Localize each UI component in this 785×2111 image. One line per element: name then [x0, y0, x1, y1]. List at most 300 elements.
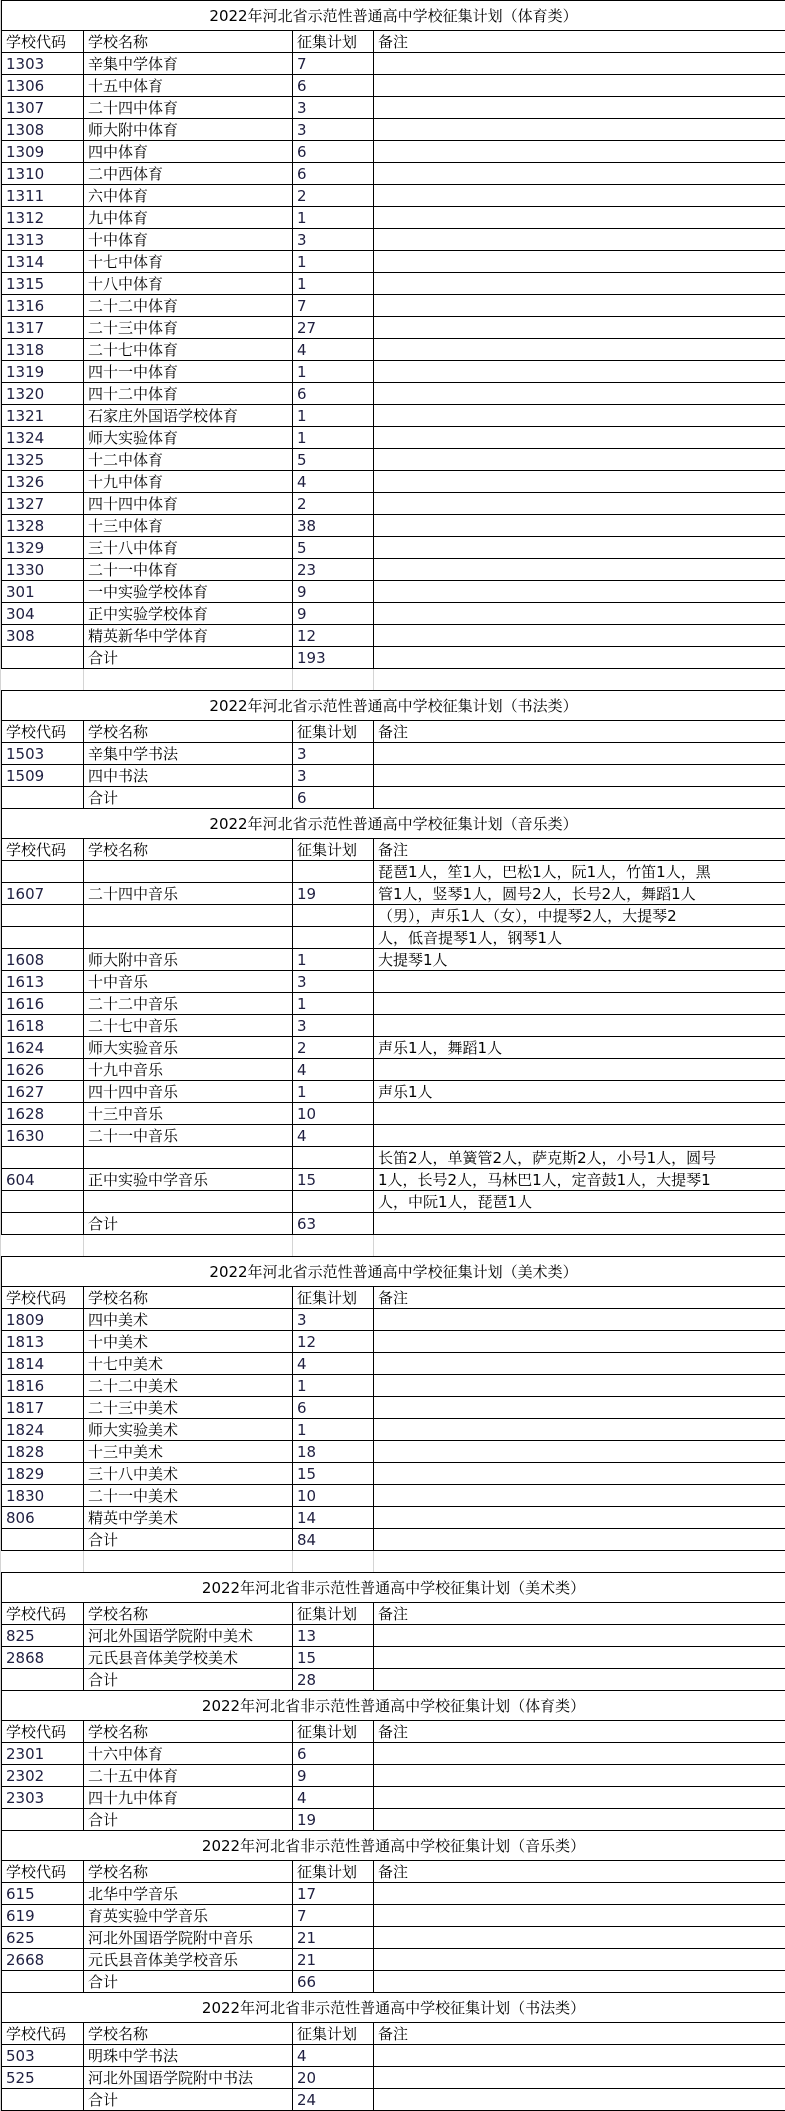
- remark-cell[interactable]: [374, 163, 785, 185]
- plan-count-cell[interactable]: 4: [293, 339, 374, 361]
- plan-count-cell[interactable]: 23: [293, 559, 374, 581]
- school-name-cell[interactable]: 二十一中美术: [84, 1485, 293, 1507]
- total-label[interactable]: 合计: [84, 2089, 293, 2111]
- plan-count-cell[interactable]: 1: [293, 207, 374, 229]
- plan-count-cell[interactable]: 2: [293, 493, 374, 515]
- remark-cell[interactable]: [374, 743, 785, 765]
- remark-cell[interactable]: [374, 53, 785, 75]
- school-code-cell[interactable]: 1509: [2, 765, 84, 787]
- plan-count-cell[interactable]: 1: [293, 993, 374, 1015]
- school-code-cell[interactable]: 1314: [2, 251, 84, 273]
- remark-cell[interactable]: [374, 119, 785, 141]
- school-name-cell[interactable]: 十九中体育: [84, 471, 293, 493]
- school-name-cell[interactable]: 四十九中体育: [84, 1787, 293, 1809]
- empty-cell[interactable]: [374, 1551, 785, 1573]
- school-name-cell[interactable]: 二十七中音乐: [84, 1015, 293, 1037]
- plan-count-cell[interactable]: 12: [293, 625, 374, 647]
- remark-cell[interactable]: [374, 97, 785, 119]
- plan-count-cell[interactable]: 3: [293, 765, 374, 787]
- school-code-cell[interactable]: 1317: [2, 317, 84, 339]
- empty-cell[interactable]: [84, 1235, 293, 1257]
- school-name-cell[interactable]: [84, 861, 293, 883]
- empty-cell[interactable]: [374, 1235, 785, 1257]
- school-name-cell[interactable]: 二十一中体育: [84, 559, 293, 581]
- remark-cell[interactable]: [374, 1441, 785, 1463]
- remark-cell[interactable]: [374, 273, 785, 295]
- total-label[interactable]: 合计: [84, 787, 293, 809]
- plan-count-cell[interactable]: [293, 905, 374, 927]
- school-code-cell[interactable]: 1307: [2, 97, 84, 119]
- plan-count-cell[interactable]: 3: [293, 1309, 374, 1331]
- remark-cell[interactable]: [374, 581, 785, 603]
- plan-count-cell[interactable]: [293, 861, 374, 883]
- remark-cell[interactable]: [374, 1647, 785, 1669]
- school-name-cell[interactable]: 四十四中体育: [84, 493, 293, 515]
- school-name-cell[interactable]: 二十三中美术: [84, 1397, 293, 1419]
- remark-cell[interactable]: [374, 1809, 785, 1831]
- plan-count-cell[interactable]: 3: [293, 119, 374, 141]
- school-code-cell[interactable]: 1313: [2, 229, 84, 251]
- empty-cell[interactable]: [2, 669, 84, 691]
- school-code-cell[interactable]: 503: [2, 2045, 84, 2067]
- remark-cell[interactable]: 1人，长号2人，马林巴1人，定音鼓1人，大提琴1: [374, 1169, 785, 1191]
- school-name-cell[interactable]: 十九中音乐: [84, 1059, 293, 1081]
- remark-cell[interactable]: [374, 515, 785, 537]
- school-name-cell[interactable]: 十七中美术: [84, 1353, 293, 1375]
- school-name-cell[interactable]: 师大实验音乐: [84, 1037, 293, 1059]
- remark-cell[interactable]: [374, 471, 785, 493]
- school-name-cell[interactable]: 二中西体育: [84, 163, 293, 185]
- school-code-cell[interactable]: 1325: [2, 449, 84, 471]
- remark-cell[interactable]: [374, 185, 785, 207]
- school-name-cell[interactable]: 河北外国语学院附中美术: [84, 1625, 293, 1647]
- plan-count-cell[interactable]: 21: [293, 1927, 374, 1949]
- school-code-cell[interactable]: 1608: [2, 949, 84, 971]
- school-name-cell[interactable]: 二十二中美术: [84, 1375, 293, 1397]
- empty-cell[interactable]: [374, 669, 785, 691]
- school-code-cell[interactable]: 604: [2, 1169, 84, 1191]
- school-name-cell[interactable]: 四中美术: [84, 1309, 293, 1331]
- school-code-cell[interactable]: 1503: [2, 743, 84, 765]
- school-name-cell[interactable]: 二十七中体育: [84, 339, 293, 361]
- total-value[interactable]: 28: [293, 1669, 374, 1691]
- remark-cell[interactable]: [374, 559, 785, 581]
- empty-cell[interactable]: [2, 1669, 84, 1691]
- plan-count-cell[interactable]: 1: [293, 1419, 374, 1441]
- empty-cell[interactable]: [2, 1213, 84, 1235]
- remark-cell[interactable]: 声乐1人: [374, 1081, 785, 1103]
- school-code-cell[interactable]: 1618: [2, 1015, 84, 1037]
- school-code-cell[interactable]: [2, 1191, 84, 1213]
- remark-cell[interactable]: [374, 1883, 785, 1905]
- remark-cell[interactable]: [374, 1787, 785, 1809]
- school-name-cell[interactable]: 二十一中音乐: [84, 1125, 293, 1147]
- school-name-cell[interactable]: 师大实验体育: [84, 427, 293, 449]
- remark-cell[interactable]: 声乐1人，舞蹈1人: [374, 1037, 785, 1059]
- school-code-cell[interactable]: 525: [2, 2067, 84, 2089]
- empty-cell[interactable]: [293, 669, 374, 691]
- school-code-cell[interactable]: 1324: [2, 427, 84, 449]
- plan-count-cell[interactable]: 6: [293, 141, 374, 163]
- school-code-cell[interactable]: 1311: [2, 185, 84, 207]
- remark-cell[interactable]: [374, 1949, 785, 1971]
- remark-cell[interactable]: 长笛2人，单簧管2人，萨克斯2人，小号1人，圆号: [374, 1147, 785, 1169]
- school-name-cell[interactable]: 二十五中体育: [84, 1765, 293, 1787]
- plan-count-cell[interactable]: 2: [293, 185, 374, 207]
- remark-cell[interactable]: [374, 2067, 785, 2089]
- school-name-cell[interactable]: [84, 1147, 293, 1169]
- empty-cell[interactable]: [2, 1529, 84, 1551]
- school-name-cell[interactable]: 三十八中美术: [84, 1463, 293, 1485]
- plan-count-cell[interactable]: 9: [293, 603, 374, 625]
- school-name-cell[interactable]: 河北外国语学院附中音乐: [84, 1927, 293, 1949]
- school-name-cell[interactable]: 四中书法: [84, 765, 293, 787]
- remark-cell[interactable]: [374, 1529, 785, 1551]
- remark-cell[interactable]: 人，低音提琴1人，钢琴1人: [374, 927, 785, 949]
- school-code-cell[interactable]: [2, 905, 84, 927]
- school-name-cell[interactable]: 十五中体育: [84, 75, 293, 97]
- remark-cell[interactable]: [374, 1213, 785, 1235]
- remark-cell[interactable]: [374, 1015, 785, 1037]
- school-name-cell[interactable]: 十七中体育: [84, 251, 293, 273]
- plan-count-cell[interactable]: 10: [293, 1103, 374, 1125]
- plan-count-cell[interactable]: 2: [293, 1037, 374, 1059]
- school-code-cell[interactable]: [2, 861, 84, 883]
- school-code-cell[interactable]: 619: [2, 1905, 84, 1927]
- plan-count-cell[interactable]: 1: [293, 427, 374, 449]
- remark-cell[interactable]: 人，中阮1人，琵琶1人: [374, 1191, 785, 1213]
- school-code-cell[interactable]: 1828: [2, 1441, 84, 1463]
- school-name-cell[interactable]: 辛集中学书法: [84, 743, 293, 765]
- school-code-cell[interactable]: 1816: [2, 1375, 84, 1397]
- total-label[interactable]: 合计: [84, 1529, 293, 1551]
- plan-count-cell[interactable]: 1: [293, 1375, 374, 1397]
- remark-cell[interactable]: [374, 449, 785, 471]
- school-name-cell[interactable]: 十八中体育: [84, 273, 293, 295]
- school-code-cell[interactable]: 2868: [2, 1647, 84, 1669]
- total-value[interactable]: 66: [293, 1971, 374, 1993]
- plan-count-cell[interactable]: 4: [293, 1787, 374, 1809]
- plan-count-cell[interactable]: [293, 1191, 374, 1213]
- remark-cell[interactable]: [374, 647, 785, 669]
- school-code-cell[interactable]: 1607: [2, 883, 84, 905]
- remark-cell[interactable]: [374, 361, 785, 383]
- school-name-cell[interactable]: 明珠中学书法: [84, 2045, 293, 2067]
- plan-count-cell[interactable]: 3: [293, 743, 374, 765]
- plan-count-cell[interactable]: 17: [293, 1883, 374, 1905]
- total-label[interactable]: 合计: [84, 1971, 293, 1993]
- remark-cell[interactable]: [374, 75, 785, 97]
- plan-count-cell[interactable]: 4: [293, 1125, 374, 1147]
- remark-cell[interactable]: [374, 251, 785, 273]
- remark-cell[interactable]: 琵琶1人，笙1人，巴松1人，阮1人，竹笛1人，黑: [374, 861, 785, 883]
- remark-cell[interactable]: [374, 1669, 785, 1691]
- plan-count-cell[interactable]: 6: [293, 1397, 374, 1419]
- school-code-cell[interactable]: 1329: [2, 537, 84, 559]
- school-name-cell[interactable]: 四十二中体育: [84, 383, 293, 405]
- school-code-cell[interactable]: 615: [2, 1883, 84, 1905]
- school-code-cell[interactable]: 1830: [2, 1485, 84, 1507]
- school-code-cell[interactable]: 625: [2, 1927, 84, 1949]
- remark-cell[interactable]: [374, 383, 785, 405]
- plan-count-cell[interactable]: [293, 1147, 374, 1169]
- remark-cell[interactable]: [374, 1397, 785, 1419]
- plan-count-cell[interactable]: 15: [293, 1169, 374, 1191]
- school-code-cell[interactable]: 1809: [2, 1309, 84, 1331]
- school-name-cell[interactable]: 精英新华中学体育: [84, 625, 293, 647]
- school-code-cell[interactable]: 1306: [2, 75, 84, 97]
- total-value[interactable]: 84: [293, 1529, 374, 1551]
- school-name-cell[interactable]: 二十四中体育: [84, 97, 293, 119]
- total-value[interactable]: 63: [293, 1213, 374, 1235]
- plan-count-cell[interactable]: 15: [293, 1647, 374, 1669]
- school-code-cell[interactable]: 1308: [2, 119, 84, 141]
- school-code-cell[interactable]: 301: [2, 581, 84, 603]
- school-code-cell[interactable]: 1813: [2, 1331, 84, 1353]
- school-name-cell[interactable]: 北华中学音乐: [84, 1883, 293, 1905]
- plan-count-cell[interactable]: 14: [293, 1507, 374, 1529]
- plan-count-cell[interactable]: 3: [293, 97, 374, 119]
- school-code-cell[interactable]: 1627: [2, 1081, 84, 1103]
- school-code-cell[interactable]: 1630: [2, 1125, 84, 1147]
- remark-cell[interactable]: [374, 141, 785, 163]
- remark-cell[interactable]: [374, 1485, 785, 1507]
- total-value[interactable]: 24: [293, 2089, 374, 2111]
- school-code-cell[interactable]: 1616: [2, 993, 84, 1015]
- remark-cell[interactable]: [374, 603, 785, 625]
- school-name-cell[interactable]: 十中体育: [84, 229, 293, 251]
- plan-count-cell[interactable]: 38: [293, 515, 374, 537]
- school-code-cell[interactable]: 308: [2, 625, 84, 647]
- school-name-cell[interactable]: 四十四中音乐: [84, 1081, 293, 1103]
- remark-cell[interactable]: [374, 405, 785, 427]
- school-name-cell[interactable]: 九中体育: [84, 207, 293, 229]
- remark-cell[interactable]: [374, 1375, 785, 1397]
- school-name-cell[interactable]: 辛集中学体育: [84, 53, 293, 75]
- school-name-cell[interactable]: 三十八中体育: [84, 537, 293, 559]
- remark-cell[interactable]: [374, 1463, 785, 1485]
- school-code-cell[interactable]: [2, 1147, 84, 1169]
- school-code-cell[interactable]: 1312: [2, 207, 84, 229]
- school-code-cell[interactable]: 1318: [2, 339, 84, 361]
- plan-count-cell[interactable]: 12: [293, 1331, 374, 1353]
- remark-cell[interactable]: [374, 537, 785, 559]
- school-name-cell[interactable]: 十三中美术: [84, 1441, 293, 1463]
- plan-count-cell[interactable]: 5: [293, 537, 374, 559]
- remark-cell[interactable]: [374, 2089, 785, 2111]
- school-name-cell[interactable]: 正中实验中学音乐: [84, 1169, 293, 1191]
- remark-cell[interactable]: [374, 765, 785, 787]
- plan-count-cell[interactable]: 27: [293, 317, 374, 339]
- empty-cell[interactable]: [2, 787, 84, 809]
- empty-cell[interactable]: [2, 1971, 84, 1993]
- school-code-cell[interactable]: 1316: [2, 295, 84, 317]
- school-name-cell[interactable]: 一中实验学校体育: [84, 581, 293, 603]
- remark-cell[interactable]: [374, 1125, 785, 1147]
- school-name-cell[interactable]: 师大实验美术: [84, 1419, 293, 1441]
- plan-count-cell[interactable]: 1: [293, 361, 374, 383]
- plan-count-cell[interactable]: 10: [293, 1485, 374, 1507]
- plan-count-cell[interactable]: 4: [293, 1353, 374, 1375]
- school-code-cell[interactable]: 1321: [2, 405, 84, 427]
- school-name-cell[interactable]: 河北外国语学院附中书法: [84, 2067, 293, 2089]
- remark-cell[interactable]: 管1人，竖琴1人，圆号2人，长号2人，舞蹈1人: [374, 883, 785, 905]
- school-code-cell[interactable]: 1824: [2, 1419, 84, 1441]
- remark-cell[interactable]: [374, 295, 785, 317]
- school-name-cell[interactable]: [84, 927, 293, 949]
- school-code-cell[interactable]: 304: [2, 603, 84, 625]
- remark-cell[interactable]: [374, 1419, 785, 1441]
- empty-cell[interactable]: [2, 647, 84, 669]
- school-name-cell[interactable]: 精英中学美术: [84, 1507, 293, 1529]
- remark-cell[interactable]: [374, 1331, 785, 1353]
- remark-cell[interactable]: [374, 1765, 785, 1787]
- school-name-cell[interactable]: 二十二中体育: [84, 295, 293, 317]
- school-name-cell[interactable]: 十中音乐: [84, 971, 293, 993]
- plan-count-cell[interactable]: 7: [293, 1905, 374, 1927]
- school-code-cell[interactable]: 1309: [2, 141, 84, 163]
- school-name-cell[interactable]: 石家庄外国语学校体育: [84, 405, 293, 427]
- remark-cell[interactable]: [374, 1743, 785, 1765]
- school-code-cell[interactable]: 1303: [2, 53, 84, 75]
- remark-cell[interactable]: [374, 207, 785, 229]
- school-name-cell[interactable]: 师大附中体育: [84, 119, 293, 141]
- remark-cell[interactable]: 大提琴1人: [374, 949, 785, 971]
- remark-cell[interactable]: [374, 625, 785, 647]
- plan-count-cell[interactable]: 6: [293, 1743, 374, 1765]
- plan-count-cell[interactable]: 7: [293, 295, 374, 317]
- total-value[interactable]: 19: [293, 1809, 374, 1831]
- plan-count-cell[interactable]: 3: [293, 971, 374, 993]
- remark-cell[interactable]: [374, 317, 785, 339]
- school-code-cell[interactable]: 1326: [2, 471, 84, 493]
- remark-cell[interactable]: [374, 787, 785, 809]
- remark-cell[interactable]: [374, 1507, 785, 1529]
- empty-cell[interactable]: [2, 1551, 84, 1573]
- plan-count-cell[interactable]: 1: [293, 251, 374, 273]
- remark-cell[interactable]: [374, 1905, 785, 1927]
- school-code-cell[interactable]: 2668: [2, 1949, 84, 1971]
- plan-count-cell[interactable]: 15: [293, 1463, 374, 1485]
- remark-cell[interactable]: （男），声乐1人（女），中提琴2人，大提琴2: [374, 905, 785, 927]
- empty-cell[interactable]: [84, 669, 293, 691]
- plan-count-cell[interactable]: 1: [293, 273, 374, 295]
- school-code-cell[interactable]: 2301: [2, 1743, 84, 1765]
- school-name-cell[interactable]: 十三中音乐: [84, 1103, 293, 1125]
- school-name-cell[interactable]: 二十三中体育: [84, 317, 293, 339]
- plan-count-cell[interactable]: 5: [293, 449, 374, 471]
- remark-cell[interactable]: [374, 1625, 785, 1647]
- school-code-cell[interactable]: 1310: [2, 163, 84, 185]
- plan-count-cell[interactable]: 9: [293, 1765, 374, 1787]
- empty-cell[interactable]: [293, 1551, 374, 1573]
- total-label[interactable]: 合计: [84, 1669, 293, 1691]
- school-code-cell[interactable]: 1624: [2, 1037, 84, 1059]
- school-name-cell[interactable]: 正中实验学校体育: [84, 603, 293, 625]
- plan-count-cell[interactable]: 6: [293, 383, 374, 405]
- total-value[interactable]: 193: [293, 647, 374, 669]
- school-name-cell[interactable]: 二十四中音乐: [84, 883, 293, 905]
- plan-count-cell[interactable]: 19: [293, 883, 374, 905]
- school-code-cell[interactable]: 825: [2, 1625, 84, 1647]
- remark-cell[interactable]: [374, 993, 785, 1015]
- school-code-cell[interactable]: 1320: [2, 383, 84, 405]
- school-code-cell[interactable]: 1327: [2, 493, 84, 515]
- plan-count-cell[interactable]: 3: [293, 1015, 374, 1037]
- plan-count-cell[interactable]: 13: [293, 1625, 374, 1647]
- plan-count-cell[interactable]: 1: [293, 405, 374, 427]
- plan-count-cell[interactable]: 1: [293, 949, 374, 971]
- school-name-cell[interactable]: 四十一中体育: [84, 361, 293, 383]
- plan-count-cell[interactable]: 20: [293, 2067, 374, 2089]
- plan-count-cell[interactable]: 4: [293, 2045, 374, 2067]
- school-code-cell[interactable]: 1613: [2, 971, 84, 993]
- school-name-cell[interactable]: 六中体育: [84, 185, 293, 207]
- school-name-cell[interactable]: 十二中体育: [84, 449, 293, 471]
- remark-cell[interactable]: [374, 229, 785, 251]
- school-name-cell[interactable]: 元氏县音体美学校音乐: [84, 1949, 293, 1971]
- remark-cell[interactable]: [374, 493, 785, 515]
- school-name-cell[interactable]: 师大附中音乐: [84, 949, 293, 971]
- empty-cell[interactable]: [84, 1551, 293, 1573]
- remark-cell[interactable]: [374, 2045, 785, 2067]
- total-label[interactable]: 合计: [84, 1809, 293, 1831]
- school-code-cell[interactable]: [2, 927, 84, 949]
- school-code-cell[interactable]: 1328: [2, 515, 84, 537]
- empty-cell[interactable]: [2, 2089, 84, 2111]
- school-name-cell[interactable]: 四中体育: [84, 141, 293, 163]
- school-code-cell[interactable]: 1829: [2, 1463, 84, 1485]
- school-name-cell[interactable]: 元氏县音体美学校美术: [84, 1647, 293, 1669]
- empty-cell[interactable]: [2, 1809, 84, 1831]
- school-name-cell[interactable]: 十三中体育: [84, 515, 293, 537]
- remark-cell[interactable]: [374, 1103, 785, 1125]
- plan-count-cell[interactable]: 21: [293, 1949, 374, 1971]
- school-name-cell[interactable]: 育英实验中学音乐: [84, 1905, 293, 1927]
- school-name-cell[interactable]: [84, 1191, 293, 1213]
- plan-count-cell[interactable]: 3: [293, 229, 374, 251]
- remark-cell[interactable]: [374, 1059, 785, 1081]
- school-name-cell[interactable]: [84, 905, 293, 927]
- remark-cell[interactable]: [374, 427, 785, 449]
- plan-count-cell[interactable]: 18: [293, 1441, 374, 1463]
- school-code-cell[interactable]: 1817: [2, 1397, 84, 1419]
- total-label[interactable]: 合计: [84, 647, 293, 669]
- school-code-cell[interactable]: 2302: [2, 1765, 84, 1787]
- school-code-cell[interactable]: 1319: [2, 361, 84, 383]
- empty-cell[interactable]: [293, 1235, 374, 1257]
- plan-count-cell[interactable]: 4: [293, 1059, 374, 1081]
- remark-cell[interactable]: [374, 1309, 785, 1331]
- school-name-cell[interactable]: 二十二中音乐: [84, 993, 293, 1015]
- plan-count-cell[interactable]: [293, 927, 374, 949]
- plan-count-cell[interactable]: 4: [293, 471, 374, 493]
- plan-count-cell[interactable]: 6: [293, 75, 374, 97]
- remark-cell[interactable]: [374, 1971, 785, 1993]
- school-name-cell[interactable]: 十六中体育: [84, 1743, 293, 1765]
- total-value[interactable]: 6: [293, 787, 374, 809]
- plan-count-cell[interactable]: 6: [293, 163, 374, 185]
- remark-cell[interactable]: [374, 971, 785, 993]
- school-name-cell[interactable]: 十中美术: [84, 1331, 293, 1353]
- school-code-cell[interactable]: 1628: [2, 1103, 84, 1125]
- school-code-cell[interactable]: 1814: [2, 1353, 84, 1375]
- plan-count-cell[interactable]: 7: [293, 53, 374, 75]
- school-code-cell[interactable]: 806: [2, 1507, 84, 1529]
- school-code-cell[interactable]: 1315: [2, 273, 84, 295]
- total-label[interactable]: 合计: [84, 1213, 293, 1235]
- school-code-cell[interactable]: 1330: [2, 559, 84, 581]
